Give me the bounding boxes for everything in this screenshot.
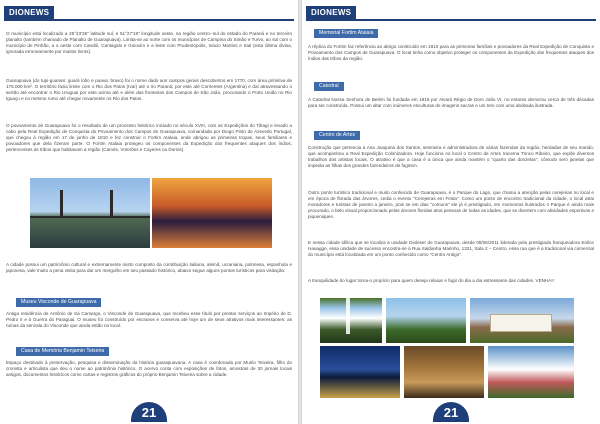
bridge-deck	[30, 216, 150, 218]
section-museu-visconde: Museu Visconde de Guarapuava	[16, 298, 101, 307]
header-rule	[4, 19, 294, 21]
paragraph-casa-memoria: Espaço destinado à preservação, pesquisa e disseminação da história guarapuavana. A casa é coordenada por Murilo Teixeira, filho do cronista e articulista que deu o nome ao patrimônio histórico. O acervo conta com exposições de fotos, amostras de 30 jornais locais antigos, documentos históricos como cartas e registros gráficos do próprio Benjamin Teixeira sobre a cidade.	[6, 360, 292, 377]
photo-cathedral-night	[320, 346, 400, 398]
section-memorial-fortim: Memorial Fortim Atalaia	[314, 29, 378, 38]
photo-waterfall	[320, 298, 382, 343]
photo-interior	[404, 346, 484, 398]
left-header	[0, 6, 298, 20]
section-casa-memoria: Casa de Memória Benjamin Teixeira	[16, 347, 109, 356]
paragraph-closing: A tranquilidade do lugar torna-o propício para quem deseja relaxar e fugir do dia a dia estressante das cidades. VENHA!!	[308, 278, 554, 283]
paragraph-dioleser: E nessa cidade idílica que se localiza a unidade Dioleser de Guarapuava, desde 08/06/2011 liderada pela prestigiada franqueadora Enilce Hauagge, essa unidade de sucesso encontra-se à Rua Saldanha Marinho, 1321, Sala 2 – Centro, essa rua que é a tradicional via comercial do município está localizada em um ponto conhecido como "Centro Antigo".	[308, 240, 594, 257]
paragraph-parque-lago: Outro ponto turístico tradicional e muito conhecido de Guarapuava, é o Parque do Lago, que chama a atenção pelas cerejeiras no local e em época de florada das árvores, cedia o evento "Cerejeiras em Festa". Como um ponto de encontro tradicional da cidade, o local atrai moradores e turistas de janeiro a janeiro, pois se em dias "comuns" ele já é prestigiado, em momentos ilustrados o Parque é ainda mais procurado, o belo visual proporcionado pelas árvores floridas atrai pessoas de todas as idades, que se divertem com atividades esportivas e piqueniques.	[308, 190, 594, 219]
page-number-left: 21	[131, 402, 167, 422]
bridge-tower	[60, 190, 63, 216]
photo-historic-house	[470, 298, 574, 343]
paragraph-location: O município está localizado a 25°23'36'' latitude sul, e 51°27'19'' longitude oeste, na região centro--sul do estado do Paraná e no terceiro planalto (também chamado de Planalto de Guarapuava). Limita-se ao norte com os municípios de Campina do Simão e Turvo, ao sul com o município de Pinhão, a o oeste com Candói, Cantagalo e Goioxim e a leste com Prudentópolis, Inácio Martins e Irati (esta última divisa, ignorada erroneamente por muitos livros).	[6, 31, 292, 54]
brand-tag: DIONEWS	[4, 6, 54, 20]
page-number-right: 21	[433, 402, 469, 422]
building-facade	[490, 314, 552, 332]
section-catedral: Catedral	[314, 82, 344, 91]
photo-cherry-blossoms	[488, 346, 574, 398]
section-centro-artes: Centro de Artes	[314, 131, 360, 140]
header-rule	[306, 19, 596, 21]
photo-bridge	[30, 178, 150, 248]
paragraph-settlement: O povoamento de Guarapuava foi o resultado de um processo histórico iniciado no século XVIII, com as Expedições do Tibagi e levado a cabo pela Real Expedição de Conquista do Povoamento dos Campos de Guarapuava, comandada por Diogo Pinto de Azevedo Portugal, que chegou à região em 17 de junho de 1810 e fez construir o Fortim Atalaia, onde abrigou as primeiras tropas, seus familiares e povoadores que dela fizeram parte. O Fortim Atalaia protegeu os componentes da Expedição dos frequentes ataques dos índios, pertencentes às tribos que habitavam a região (Camés, Votorões e Cayeres ou Dorins).	[6, 123, 292, 152]
right-header	[302, 6, 600, 20]
photo-park-lake	[386, 298, 466, 343]
paragraph-catedral: A Catedral Nossa Senhora de Belém foi fundada em 1818 por Alvará Régio de Dom João VI, no entanto demorou cerca de três décadas para ser construída. Possui um altar com inúmeros esculturas de imagens sacras e um teto com uma abóbada ilustrada.	[308, 97, 594, 108]
brand-tag: DIONEWS	[306, 6, 356, 20]
bridge-tower	[110, 190, 113, 216]
left-page	[0, 0, 298, 424]
paragraph-museu: Antiga residência de Antônio de Sá Camargo, o Visconde de Guarapuava, que recebeu esse título por prestar serviços ao Império de D. Pedro II e à Guerra do Paraguai. O museu foi construído por escravos e conserva até hoje um de seus atrativos mais interessantes: as ruínas da senzala do Visconde que ainda estão no local.	[6, 311, 292, 328]
paragraph-centro-artes: Construção que pertencia à Ana Joaquina dos Santos, sesmeira e administradora de várias fazendas da região, herdadas de seu marido, que acompanhou a Real Expedição Colonizadora. Hoje funciona no local o Centro de Artes Iracema Trinco Ribeiro, que expõe diversos trabalhos dos artistas locais. O atrativo é que a casa é a única que ainda mantém o "quarto das donzelas", cômodo sem janelas que impedia as filhas dos grandes fazendeiros de fugirem.	[308, 145, 594, 168]
waterfall-stream	[346, 298, 350, 334]
paragraph-memorial: A réplica do Fortim faz referência ao abrigo construído em 1810 para as primeiras famílias e povoadores da Real Expedição de Conquista e Povoamento dos Campos de Guarapuava. O local tinha como objetivo proteger os componentes da Expedição dos frequentes ataques dos índios das tribos da região.	[308, 44, 594, 61]
paragraph-heritage: A cidade possui um patrimônio cultural e extremamente misto composto da contribuição italiana, alemã, ucraniana, polonesa, espanhola e japonesa, vale muito a pena visita para dar um mergulho em seu passado histórico, abaixo segue alguns pontos turísticos para visitação:	[6, 262, 292, 273]
photo-sunset-lake	[152, 178, 272, 248]
paragraph-name-origin: Guarapuava (do tupi-guarani: guará lobo e puava: bravo) foi o nome dado aos campos gerais descobertos em 1770, com área primitiva de 175.000 km². O território fazia limite com o Rio dos Patos (Ivaí) até o rio Paraná; por este até Corrientes (Argentina) e daí atravessando o sertão até encontrar o Rio Uruguai por este acima até e além das fronteiras dos Campos de São João, procurando o Porto União no Rio Iguaçu e no mesmo rumo até chegar novamente no Rio dos Patos.	[6, 78, 292, 101]
right-page	[302, 0, 600, 424]
